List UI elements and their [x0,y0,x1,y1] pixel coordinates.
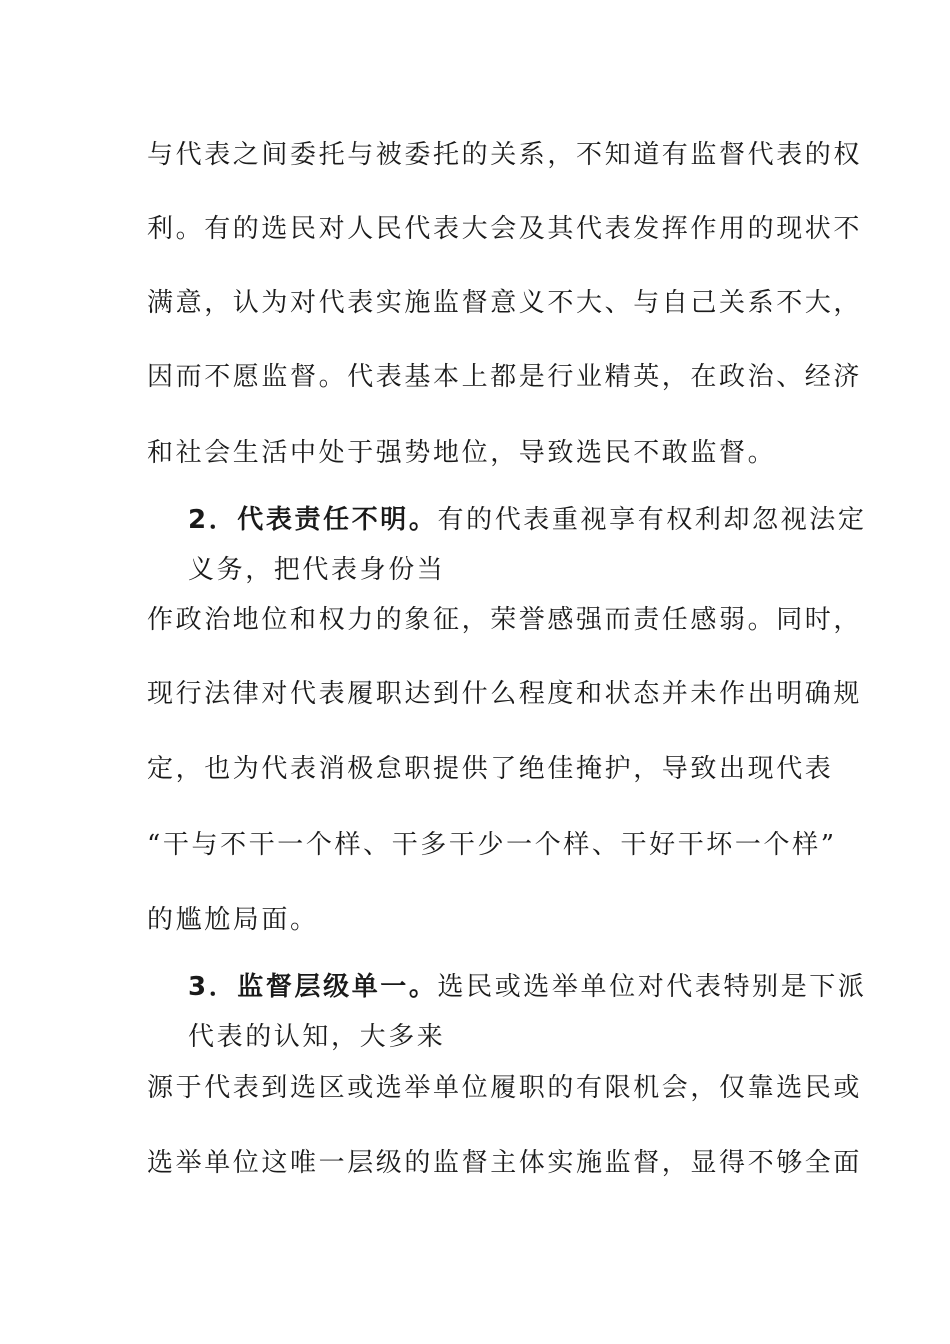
paragraph-line: 选举单位这唯一层级的监督主体实施监督，显得不够全面 [147,1148,863,1178]
section-first-line [188,503,867,537]
section-second-line: 代表的认知，大多来 [188,1022,446,1052]
paragraph-line: 因而不愿监督。代表基本上都是行业精英，在政治、经济 [147,362,863,392]
paragraph-line: 源于代表到选区或选举单位履职的有限机会，仅靠选民或 [147,1073,863,1103]
section-text: 选民或选举单位对代表特别是下派 [437,972,867,1002]
paragraph-line: 和社会生活中处于强势地位，导致选民不敢监督。 [147,438,777,468]
section-first-line [188,970,867,1004]
paragraph-line: 定，也为代表消极怠职提供了绝佳掩护，导致出现代表 [147,754,834,784]
paragraph-line: 与代表之间委托与被委托的关系，不知道有监督代表的权 [147,140,863,170]
paragraph-line: “干与不干一个样、干多干少一个样、干好干坏一个样” [147,830,837,860]
section-second-line: 义务，把代表身份当 [188,555,446,585]
paragraph-line: 满意，认为对代表实施监督意义不大、与自己关系不大， [147,288,863,318]
paragraph-line: 作政治地位和权力的象征，荣誉感强而责任感弱。同时， [147,605,863,635]
section-heading: 3．监督层级单一。 [188,972,438,1002]
section-text: 有的代表重视享有权利却忽视法定 [437,505,867,535]
paragraph-line: 现行法律对代表履职达到什么程度和状态并未作出明确规 [147,679,863,709]
paragraph-line: 利。有的选民对人民代表大会及其代表发挥作用的现状不 [147,214,863,244]
section-heading: 2．代表责任不明。 [188,505,438,535]
paragraph-line: 的尴尬局面。 [147,905,319,935]
